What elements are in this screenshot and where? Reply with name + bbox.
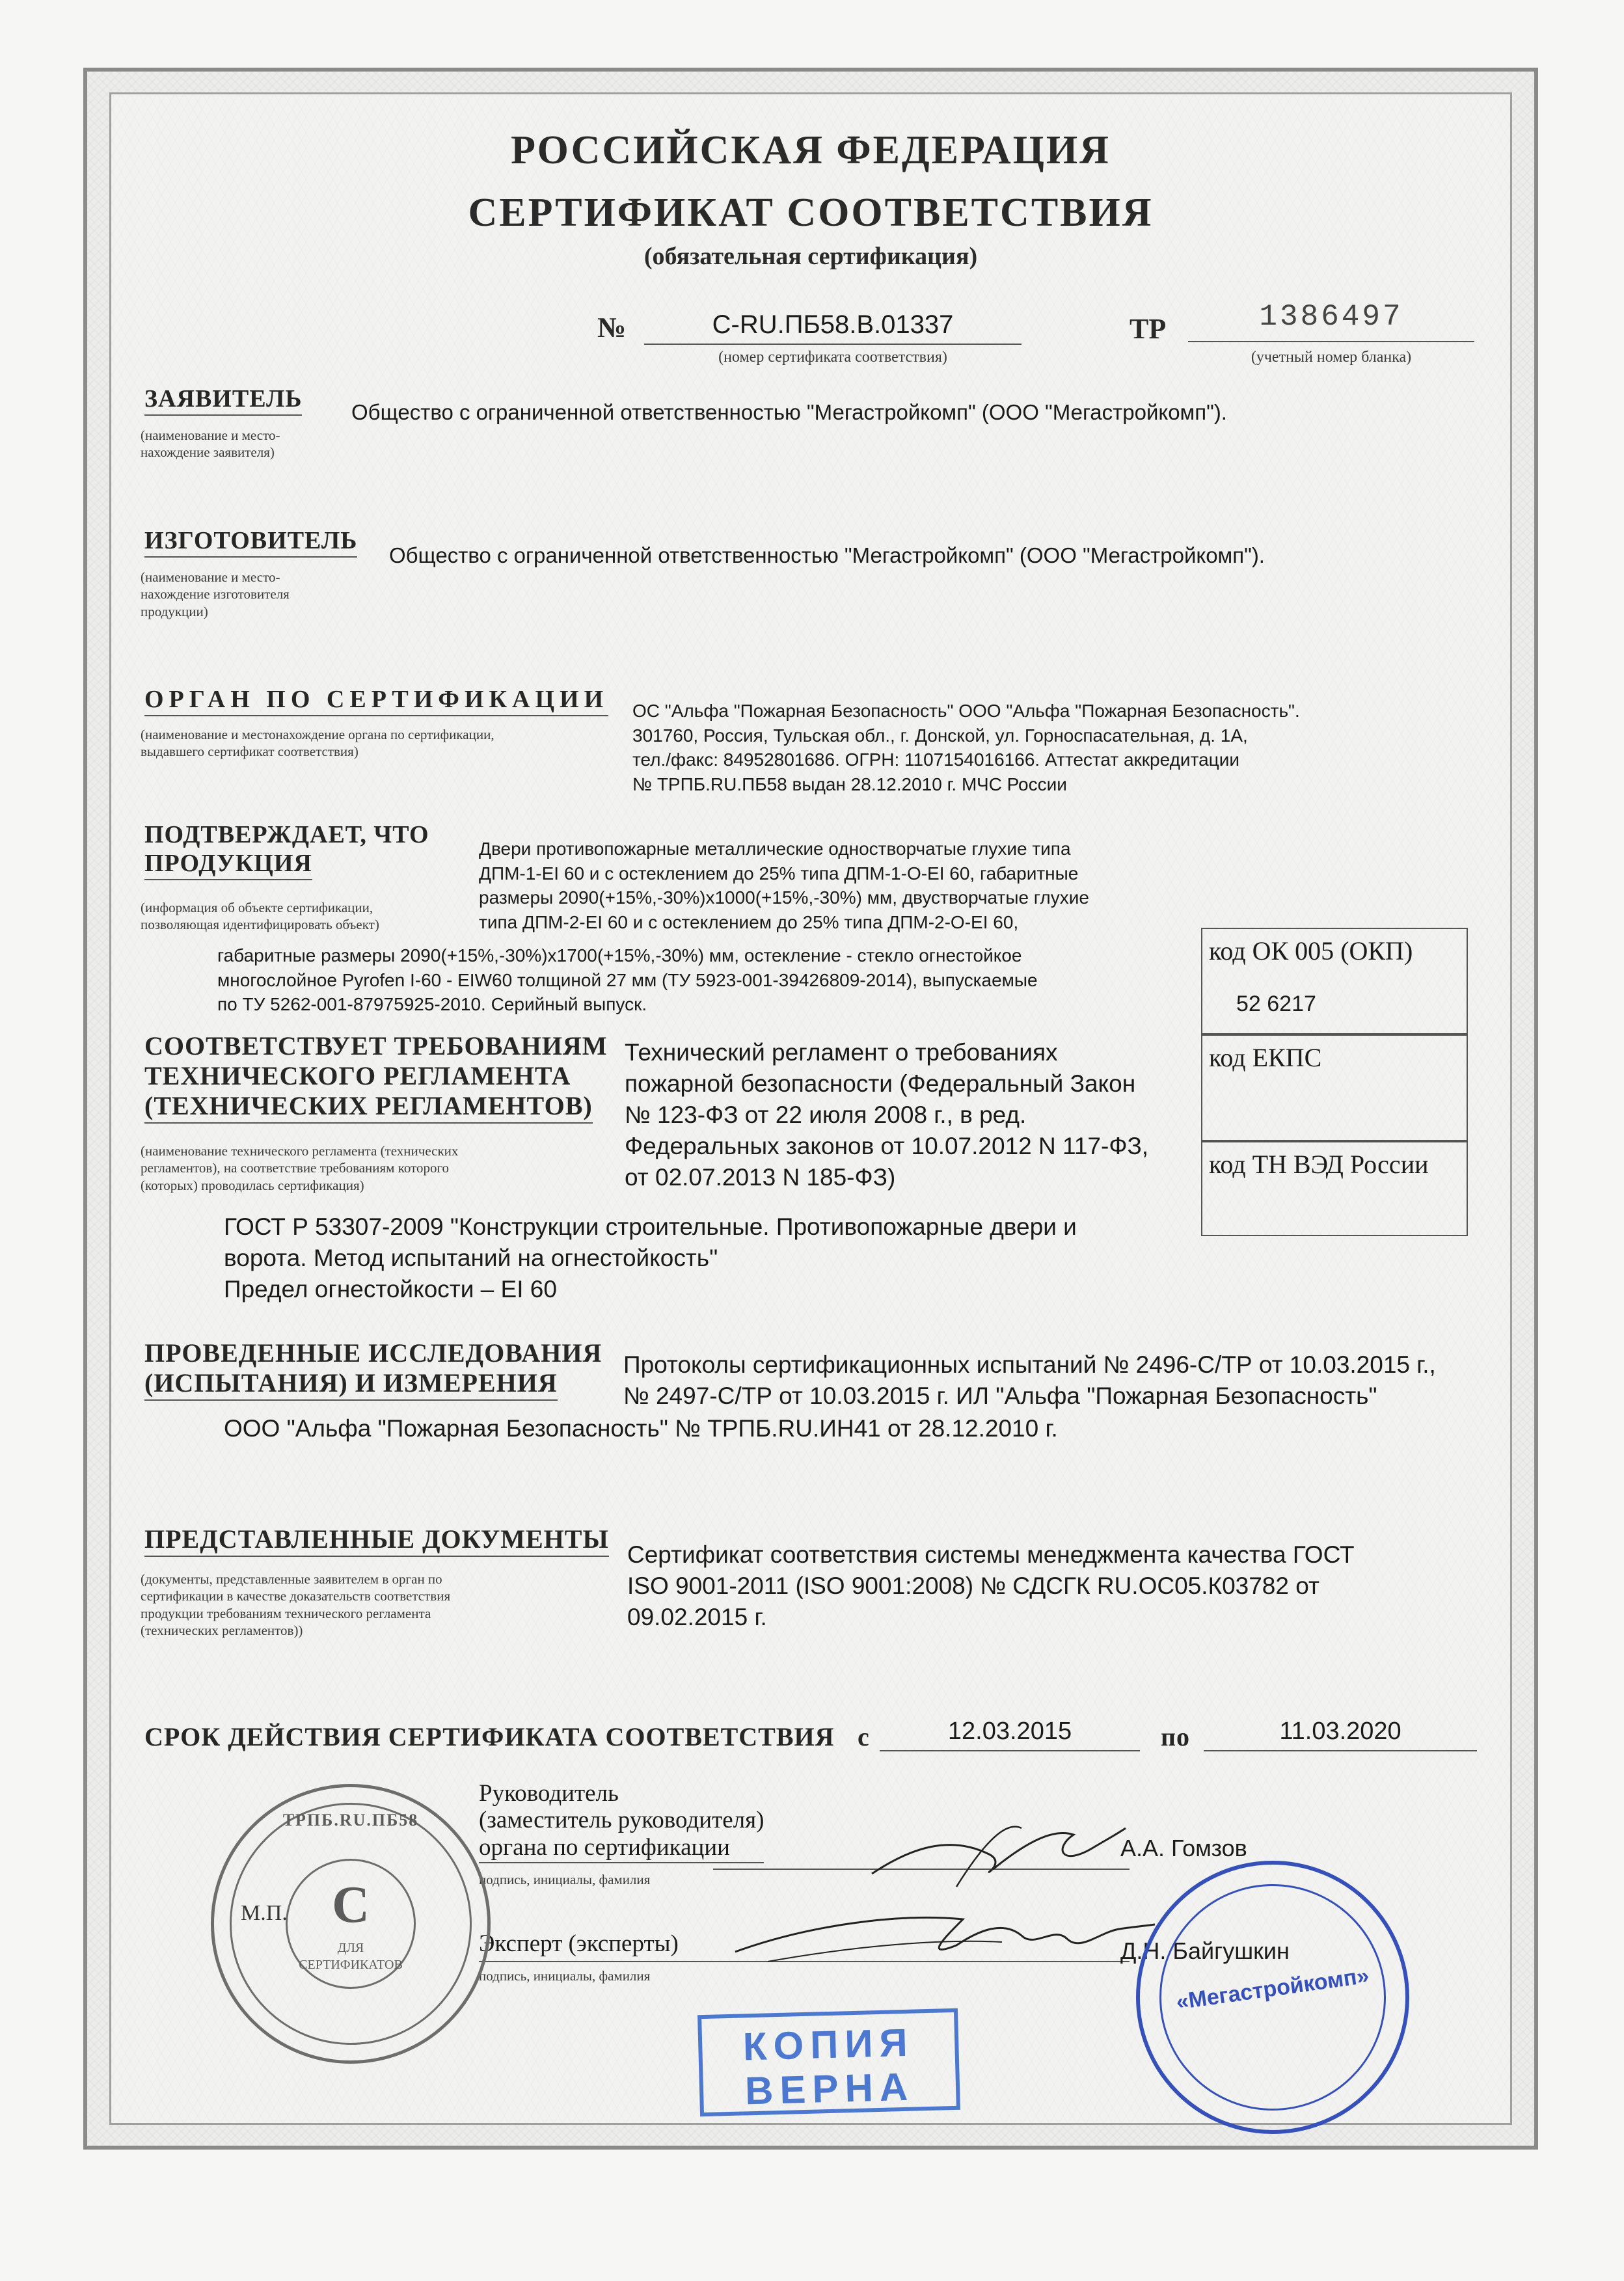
country-title: РОССИЙСКАЯ ФЕДЕРАЦИЯ xyxy=(511,128,1111,172)
blank-number-caption: (учетный номер бланка) xyxy=(1251,349,1412,366)
manufacturer-value: Общество с ограниченной ответственностью "Мегастройкомп" (ООО "Мегастройкомп"). xyxy=(389,543,1265,567)
number-sign: № xyxy=(597,312,627,344)
tests-line: № 2497-С/ТР от 10.03.2015 г. ИЛ "Альфа "Пожарная Безопасность" xyxy=(623,1383,1377,1410)
product-line: ДПМ-1-EI 60 и с остеклением до 25% типа ДПМ-1-О-EI 60, габаритные xyxy=(479,863,1079,884)
tests-label-1: ПРОВЕДЕННЫЕ ИССЛЕДОВАНИЯ xyxy=(144,1338,602,1368)
head-title xyxy=(479,1780,764,1863)
compliance-line: ворота. Метод испытаний на огнестойкость" xyxy=(224,1245,718,1272)
head-signature-scribble xyxy=(859,1809,1132,1893)
expert-signature-caption: подпись, инициалы, фамилия xyxy=(479,1968,651,1984)
tests-label-2: (ИСПЫТАНИЯ) И ИЗМЕРЕНИЯ xyxy=(144,1369,558,1401)
tests-value-right xyxy=(623,1349,1489,1412)
expert-label: Эксперт (эксперты) xyxy=(479,1930,679,1957)
official-seal-center-1: ДЛЯ xyxy=(337,1941,364,1955)
company-seal-center: «Мегастройкомп» xyxy=(1174,1963,1371,2015)
product-line: по ТУ 5262-001-87975925-2010. Серийный выпуск. xyxy=(217,994,647,1015)
compliance-label-3: (ТЕХНИЧЕСКИХ РЕГЛАМЕНТОВ) xyxy=(144,1092,593,1124)
product-line: габаритные размеры 2090(+15%,-30%)х1700(+15%,-30%) мм, остекление - стекло огнестойкое xyxy=(217,945,1022,965)
product-label-1: ПОДТВЕРЖДАЕТ, ЧТО xyxy=(144,821,429,848)
head-name: А.А. Гомзов xyxy=(1120,1835,1247,1861)
validity-from-date: 12.03.2015 xyxy=(880,1712,1140,1751)
okp-code-box xyxy=(1201,928,1468,1034)
tr-label: ТР xyxy=(1130,313,1167,345)
documents-label: ПРЕДСТАВЛЕННЫЕ ДОКУМЕНТЫ xyxy=(144,1525,609,1557)
compliance-label-1: СООТВЕТСТВУЕТ ТРЕБОВАНИЯМ xyxy=(144,1031,608,1060)
manufacturer-label: ИЗГОТОВИТЕЛЬ xyxy=(144,527,357,558)
certificate-number-caption: (номер сертификата соответствия) xyxy=(718,349,947,366)
product-line: размеры 2090(+15%,-30%)х1000(+15%,-30%) мм, двустворчатые глухие xyxy=(479,887,1089,908)
cert-body-note: (наименование и местонахождение органа по сертификации, выдавшего сертификат соответствия) xyxy=(141,727,494,760)
compliance-line: от 02.07.2013 N 185-ФЗ) xyxy=(625,1164,896,1191)
product-line: типа ДПМ-2-EI 60 и с остеклением до 25% типа ДПМ-2-О-EI 60, xyxy=(479,911,1019,932)
cert-body-line: № ТРПБ.RU.ПБ58 выдан 28.12.2010 г. МЧС России xyxy=(632,774,1067,794)
compliance-label-2: ТЕХНИЧЕСКОГО РЕГЛАМЕНТА xyxy=(144,1061,571,1090)
company-seal xyxy=(1136,1861,1409,2134)
product-value-wide xyxy=(217,943,1219,1017)
ekps-code-label: код ЕКПС xyxy=(1209,1043,1322,1072)
documents-line: ISO 9001-2011 (ISO 9001:2008) № СДСГК RU.ОС05.К03782 от xyxy=(627,1572,1320,1600)
copy-stamp-line-2: ВЕРНА xyxy=(744,2064,915,2113)
head-signature-caption: подпись, инициалы, фамилия xyxy=(479,1872,651,1887)
compliance-value-right xyxy=(625,1037,1210,1193)
applicant-label: ЗАЯВИТЕЛЬ xyxy=(144,385,302,416)
official-seal-logo-icon: С xyxy=(332,1876,370,1934)
official-seal-ring-text: ТРПБ.RU.ПБ58 xyxy=(282,1811,419,1829)
cert-body-line: ОС "Альфа "Пожарная Безопасность" ООО "Альфа "Пожарная Безопасность". xyxy=(632,701,1300,721)
blank-number: 1386497 xyxy=(1188,293,1474,342)
product-line: многослойное Pyrofen I-60 - EIW60 толщиной 27 мм (ТУ 5923-001-39426809-2014), выпускаемые xyxy=(217,969,1038,990)
expert-signature-scribble xyxy=(729,1900,1158,1971)
cert-body-label: ОРГАН ПО СЕРТИФИКАЦИИ xyxy=(144,686,608,716)
applicant-value: Общество с ограниченной ответственностью "Мегастройкомп" (ООО "Мегастройкомп"). xyxy=(351,400,1227,424)
validity-label: СРОК ДЕЙСТВИЯ СЕРТИФИКАТА СООТВЕТСТВИЯ xyxy=(144,1722,835,1751)
head-title-line: (заместитель руководителя) xyxy=(479,1807,765,1834)
cert-body-line: тел./факс: 84952801686. ОГРН: 1107154016166. Аттестат аккредитации xyxy=(632,749,1239,770)
compliance-line: Технический регламент о требованиях xyxy=(625,1039,1058,1066)
manufacturer-note: (наименование и место- нахождение изготовителя продукции) xyxy=(141,569,290,619)
documents-line: Сертификат соответствия системы менеджмента качества ГОСТ xyxy=(627,1541,1355,1568)
product-label-2: ПРОДУКЦИЯ xyxy=(144,850,312,880)
cert-body-line: 301760, Россия, Тульская обл., г. Донской, ул. Горноспасательная, д. 1А, xyxy=(632,725,1248,746)
validity-from-word: с xyxy=(858,1722,870,1751)
documents-line: 09.02.2015 г. xyxy=(627,1604,767,1631)
validity-to-word: по xyxy=(1161,1722,1191,1751)
mp-mark: М.П. xyxy=(241,1901,288,1925)
expert-name: Д.Н. Байгушкин xyxy=(1120,1937,1290,1964)
compliance-value-wide xyxy=(224,1211,1200,1305)
copy-certified-stamp xyxy=(697,2008,960,2116)
documents-value xyxy=(627,1539,1473,1633)
applicant-note: (наименование и место- нахождение заявителя) xyxy=(141,427,280,461)
certificate-subtitle: (обязательная сертификация) xyxy=(643,243,978,270)
cert-body-value xyxy=(632,699,1491,796)
tnved-code-label: код ТН ВЭД России xyxy=(1209,1150,1429,1179)
product-value-right xyxy=(479,837,1247,934)
tnved-code-box xyxy=(1201,1141,1468,1236)
certificate-title: СЕРТИФИКАТ СООТВЕТСТВИЯ xyxy=(468,191,1154,235)
compliance-line: № 123-ФЗ от 22 июля 2008 г., в ред. xyxy=(625,1101,1027,1129)
certificate-number: C-RU.ПБ58.В.01337 xyxy=(644,306,1022,345)
ekps-code-box xyxy=(1201,1034,1468,1141)
tests-line-wide: ООО "Альфа "Пожарная Безопасность" № ТРПБ.RU.ИН41 от 28.12.2010 г. xyxy=(224,1415,1058,1442)
copy-stamp-line-1: КОПИЯ xyxy=(742,2020,915,2069)
compliance-line: Федеральных законов от 10.07.2012 N 117-ФЗ, xyxy=(625,1133,1149,1160)
official-seal-center-2: СЕРТИФИКАТОВ xyxy=(299,1958,403,1972)
product-note: (информация об объекте сертификации, позволяющая идентифицировать объект) xyxy=(141,900,379,933)
product-line: Двери противопожарные металлические одностворчатые глухие типа xyxy=(479,839,1071,859)
compliance-note: (наименование технического регламента (технических регламентов), на соответствие требованиям которого (которых) проводилась сертификация) xyxy=(141,1143,459,1193)
compliance-line: ГОСТ Р 53307-2009 "Конструкции строительные. Противопожарные двери и xyxy=(224,1213,1077,1240)
compliance-line: Предел огнестойкости – EI 60 xyxy=(224,1276,557,1303)
documents-note: (документы, представленные заявителем в орган по сертификации в качестве доказательств соответствия продукции требованиям технического регламента (технических регламентов)) xyxy=(141,1571,451,1638)
okp-code-value: 52 6217 xyxy=(1236,992,1316,1016)
compliance-line: пожарной безопасности (Федеральный Закон xyxy=(625,1070,1136,1098)
head-title-line: органа по сертификации xyxy=(479,1834,764,1863)
tests-line: Протоколы сертификационных испытаний № 2496-С/ТР от 10.03.2015 г., xyxy=(623,1351,1436,1378)
head-title-line: Руководитель xyxy=(479,1780,619,1807)
validity-to-date: 11.03.2020 xyxy=(1204,1712,1477,1751)
okp-code-label: код ОК 005 (ОКП) xyxy=(1209,936,1413,965)
